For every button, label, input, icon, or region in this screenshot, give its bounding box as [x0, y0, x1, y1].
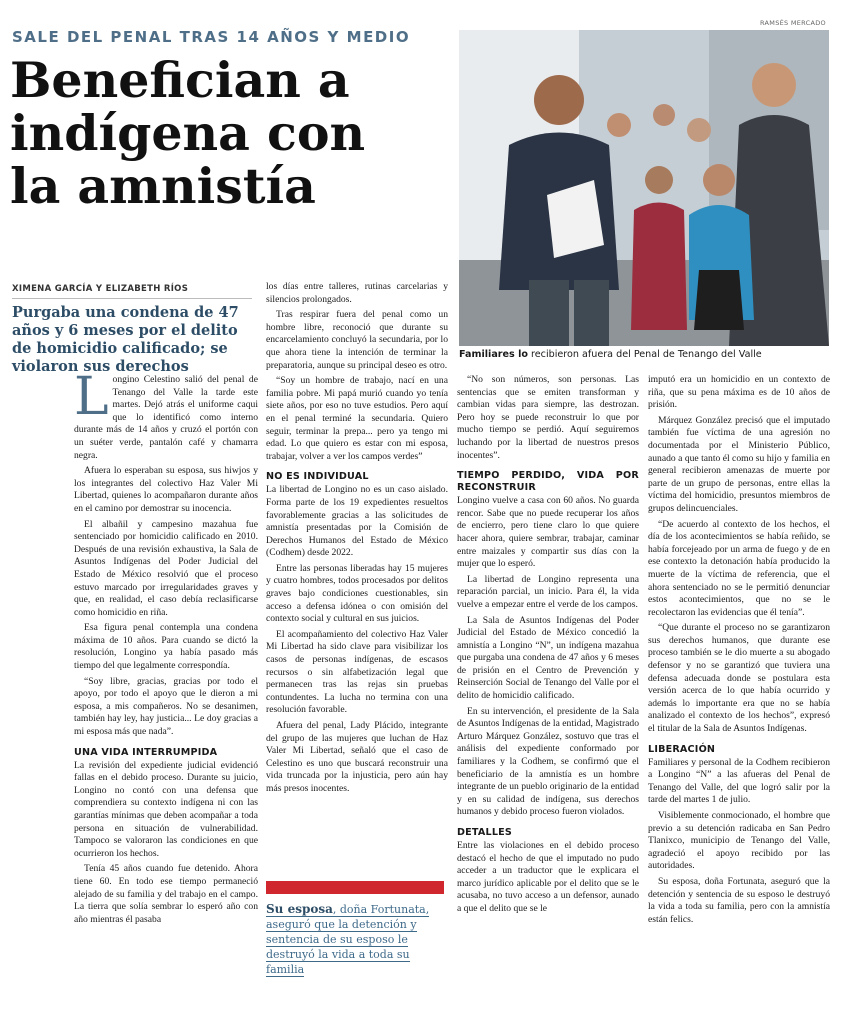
paragraph: imputó era un homicidio en un contexto de riña, que su pena máxima es de 10 años de prisión.: [648, 374, 830, 411]
headline-line-2: indígena con: [10, 104, 366, 162]
paragraph: Afuera lo esperaban su esposa, sus hiwjos y los integrantes del colectivo Haz Valer Mi Libertad, quienes lo acompañaron durante años en el camino por demostrar su inocencia.: [74, 465, 258, 514]
paragraph: Afuera del penal, Lady Plácido, integrante del grupo de las mujeres que luchan de Haz Valer Mi Libertad, señaló que el caso de Celestino es uno que buscará reconstruir una vida truncada por la injusticia, pero aún hay más presos inocentes.: [266, 720, 448, 794]
paragraph: “No son números, son personas. Las sentencias que se emiten transforman y cambian vidas para siempre, las destrozan. Pero hoy se puede reconstruir lo que por mucho tiempo se perdió. Aquí seguiremos luchando por la libertad de nuestros presos inocentes”.: [457, 374, 639, 461]
byline: XIMENA GARCÍA Y ELIZABETH RÍOS: [12, 284, 189, 294]
news-photo: [459, 30, 829, 346]
section-heading: LIBERACIÓN: [648, 743, 716, 755]
section-heading: TIEMPO PERDIDO, VIDA POR RECONSTRUIR: [457, 470, 639, 494]
caption-lead: Familiares lo: [459, 349, 528, 360]
paragraph: El albañil y campesino mazahua fue sentenciado por homicidio calificado en 2010. Después de una revisión exhaustiva, la Sala de Asuntos Indígenas del Poder Judicial del Estado de México resolvió que el proceso estuvo marcado por irregularidades graves y que, en realidad, el caso debía reclasificarse como homicidio en riña.: [74, 518, 258, 618]
paragraph: “Soy un hombre de trabajo, nací en una familia pobre. Mi papá murió cuando yo tenía siete años, por eso no tuve estudios. Pero aquí en el penal terminé la secundaria. Quiero seguir, terminar la prepa... pero ya tengo mi edad. Lo que quiero es estar con mi esposa, trabajar, volver a ver los campos verdes”: [266, 375, 448, 462]
subhead: Purgaba una condena de 47 años y 6 meses por el delito de homicidio calificado; se violaron sus derechos: [12, 304, 239, 375]
pull-quote-lead: Su esposa: [266, 902, 333, 916]
column-2: [266, 281, 448, 799]
pull-quote-bar: [266, 881, 444, 894]
pull-quote-text: , doña Fortunata, aseguró que la detención y sentencia de su esposo le destruyó la vida a toda su familia: [266, 903, 430, 976]
paragraph: Longino Celestino salió del penal de Tenango del Valle la tarde este martes. Dejó atrás el uniforme caqui que lo identificó como interno durante más de 14 años y cruzó el portón con un suéter verde, pantalón café y chamarra negra.: [74, 367, 258, 461]
headline-line-3: la amnistía: [10, 157, 316, 215]
paragraph: Tenía 45 años cuando fue detenido. Ahora tiene 60. En todo ese tiempo permaneció alejado de su familia y del trabajo en el campo. La tierra que solía sembrar lo esperó año con año mientras él pasaba: [74, 863, 258, 925]
paragraph: “De acuerdo al contexto de los hechos, el día de los acontecimientos se había reñido, se había forcejeado por un arma de fuego y de en ese contexto la detonación había producido la muerte de la víctima de referencia, que el ahora sentenciado no se le permitió denunciar estos acontecimientos, que no se le recolectaron las evidencias que él tenía”.: [648, 518, 830, 618]
paragraph: Su esposa, doña Fortunata, aseguró que la detención y sentencia de su esposo le destruyó la vida a toda su familia, pero con la amnistía están felics.: [648, 875, 830, 925]
paragraph: Esa figura penal contempla una condena máxima de 10 años. Para cuando se dictó la resolución, Longino ya había pasado más tiempo del que legalmente correspondía.: [74, 622, 258, 672]
paragraph: “Soy libre, gracias, gracias por todo el apoyo, por todo el apoyo que le dieron a mi esposa, a mis compañeros. No se desanimen, también hay ley, hay justicia... Le doy gracias a mi esposa más que nada”.: [74, 675, 258, 738]
dropcap: L: [74, 367, 109, 427]
column-3: [457, 374, 639, 919]
column-4: [648, 374, 830, 929]
paragraph: En su intervención, el presidente de la Sala de Asuntos Indígenas de la entidad, Magistrado Arturo Márquez González, sostuvo que tras el análisis del expediente conformado por familiares y la Codhem, se confirmó que el beneficiario de la amnistía es un hombre integrante de un pueblo originario de la entidad y en su calidad de indígena, sus derechos humanos y debido proceso fueron violados.: [457, 705, 639, 818]
paragraph: Longino vuelve a casa con 60 años. No guarda rencor. Sabe que no puede recuperar los años de encierro, pero tiene claro lo que quiere hacer ahora, quiere sembrar, trabajar, caminar entre maizales y compartir sus días con la mujer que lo esperó.: [457, 495, 639, 570]
paragraph: Entre las personas liberadas hay 15 mujeres y cuatro hombres, todos procesados por delitos graves bajo condiciones cuestionables, sin acceso a defensa idónea o con omisión del contexto social y cultural en sus juicios.: [266, 562, 448, 625]
caption-text: recibieron afuera del Penal de Tenango del Valle: [527, 349, 762, 360]
paragraph: Familiares y personal de la Codhem recibieron a Longino “N” a las afueras del Penal de Tenango del Valle, del que logró salir por la tarde del martes 1 de julio.: [648, 756, 830, 806]
paragraph: Tras respirar fuera del penal como un hombre libre, reconoció que durante su encarcelamiento concluyó la secundaria, por lo que ahora tiene la intención de terminar la preparatoria, aunque su principal deseo es otro.: [266, 309, 448, 371]
paragraph: Márquez González precisó que el imputado también fue víctima de una agresión no documentada por el Ministerio Público, aunado a que tanto él como su hijo y familia en general recibieron amenazas de muerte por parte de un grupo de personas, entre ellas la víctima del homicidio, presuntos miembros de grupos delincuenciales.: [648, 414, 830, 514]
photo-caption: [459, 349, 762, 360]
kicker: SALE DEL PENAL TRAS 14 AÑOS Y MEDIO: [12, 28, 411, 46]
section-heading: UNA VIDA INTERRUMPIDA: [74, 746, 218, 758]
headline: [10, 51, 450, 215]
paragraph: “Que durante el proceso no se garantizaron sus derechos humanos, que durante ese proceso también se le dio muerte a su abogado defensor y no se garantizó que tuviera una defensa adecuada donde se postulara esta versión acerca de lo que había ocurrido y además lo importante era que no se había analizado el contexto de los hechos”, expresó el titular de la Sala de Asuntos Indígenas.: [648, 622, 830, 735]
paragraph: El acompañamiento del colectivo Haz Valer Mi Libertad ha sido clave para visibilizar los casos de personas indígenas, de escasos recursos o sin alfabetización legal que permanecen tras las rejas sin pruebas contundentes. La lucha no termina con una resolución favorable.: [266, 628, 448, 716]
paragraph: La libertad de Longino no es un caso aislado. Forma parte de los 19 expedientes resueltos favorablemente gracias a las solicitudes de amnistía presentadas por la Comisión de Derechos Humanos del Estado de México (Codhem) desde 2022.: [266, 484, 448, 559]
paragraph: La libertad de Longino representa una reparación parcial, un inicio. Para él, la vida vuelve a empezar entre el verde de los campos.: [457, 573, 639, 610]
photo-credit: RAMSÉS MERCADO: [760, 19, 826, 27]
paragraph: Visiblemente conmocionado, el hombre que previo a su detención radicaba en San Pedro Tlanixco, municipio de Tenango del Valle, agradeció el apoyo recibido por las autoridades.: [648, 810, 830, 872]
section-heading: NO ES INDIVIDUAL: [266, 471, 369, 483]
pull-quote: [266, 902, 450, 977]
headline-line-1: Benefician a: [10, 51, 350, 109]
column-1: [74, 367, 258, 929]
section-heading: DETALLES: [457, 827, 513, 838]
people-group-photo-icon: [459, 30, 829, 346]
paragraph: Entre las violaciones en el debido proceso destacó el hecho de que el imputado no pudo acceder a un traductor que le explicara el marco jurídico aplicable por el delito que se le acusaba, no tuvo acceso a un defensor, aunado a que el delito que se le: [457, 840, 639, 914]
paragraph: La Sala de Asuntos Indígenas del Poder Judicial del Estado de México concedió la amnistía a Longino “N”, un indígena mazahua que purgaba una condena de 47 años y 6 meses de prisión en el Centro de Prevención y Reinserción Social de Tenango del Valle por el delito de homicidio calificado.: [457, 614, 639, 702]
byline-divider: [12, 298, 252, 299]
paragraph: La revisión del expediente judicial evidenció fallas en el debido proceso. Durante su juicio, Longino no contó con una defensa que comprendiera su contexto indígena ni con las garantías mínimas que deben acompañar a toda persona en situación de vulnerabilidad. Tampoco se valoraron las condiciones en que ocurrieron los hechos.: [74, 759, 258, 859]
paragraph: los días entre talleres, rutinas carcelarias y silencios prolongados.: [266, 281, 448, 305]
